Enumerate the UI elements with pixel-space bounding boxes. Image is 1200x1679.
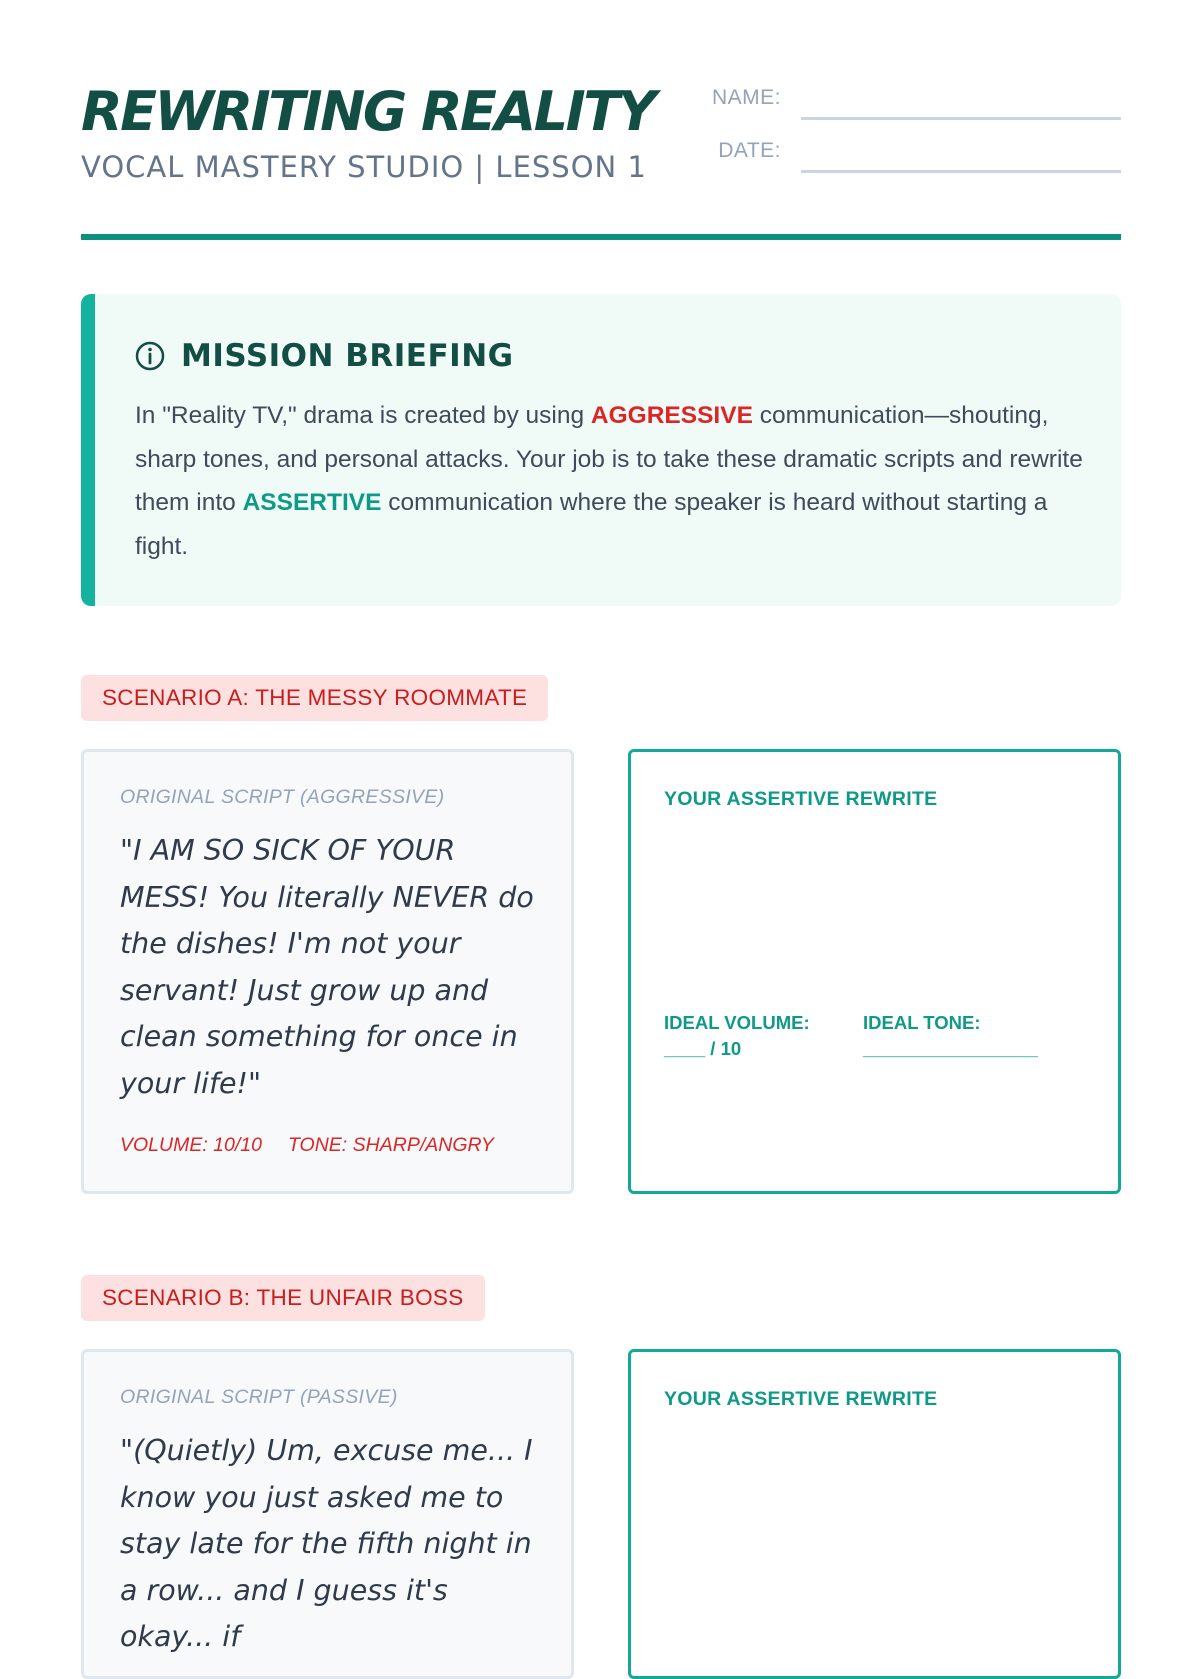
date-field [701, 135, 1121, 175]
worksheet-header [81, 0, 1121, 240]
header-divider [81, 234, 1121, 240]
briefing-text-part: communication where the speaker is heard without starting a fight. [135, 489, 1048, 560]
tone-rating: TONE: SHARP/ANGRY [287, 1134, 494, 1156]
briefing-text [135, 394, 1085, 568]
original-script-quote: "I AM SO SICK OF YOUR MESS! You literally NEVER do the dishes! I'm not your servant! Just grow up and clean something for once in your life!" [120, 834, 534, 1100]
scenario-a-rewrite-card[interactable] [628, 749, 1121, 1194]
date-label: DATE: [718, 139, 781, 162]
briefing-text-part: communication—shouting, sharp tones, and personal attacks. Your job is to take these dramatic scripts and rewrite them into [135, 402, 1083, 516]
name-line[interactable] [801, 117, 1121, 120]
original-script-label: ORIGINAL SCRIPT (PASSIVE) [120, 1386, 398, 1408]
briefing-text-part: In "Reality TV," drama is created by using [135, 402, 591, 429]
original-script-label: ORIGINAL SCRIPT (AGGRESSIVE) [120, 786, 445, 808]
scenario-a-tag: SCENARIO A: THE MESSY ROOMMATE [81, 675, 548, 721]
ideal-volume [664, 1010, 810, 1062]
briefing-title: MISSION BRIEFING [181, 338, 514, 374]
rewrite-label: YOUR ASSERTIVE REWRITE [664, 788, 938, 810]
date-line[interactable] [801, 170, 1121, 173]
name-field [701, 82, 1121, 122]
worksheet-page [81, 0, 1121, 1653]
volume-rating: VOLUME: 10/10 [120, 1134, 262, 1156]
page-subtitle: VOCAL MASTERY STUDIO | LESSON 1 [81, 150, 647, 184]
keyword-aggressive: AGGRESSIVE [590, 402, 753, 429]
page-title: REWRITING REALITY [81, 80, 655, 143]
ideal-tone [863, 1010, 1038, 1062]
ideal-tone-blank[interactable]: _________________ [863, 1038, 1038, 1059]
info-icon [135, 341, 165, 371]
name-label: NAME: [711, 86, 781, 109]
scenario-b-tag: SCENARIO B: THE UNFAIR BOSS [81, 1275, 485, 1321]
ideal-volume-blank[interactable]: ____ / 10 [664, 1038, 742, 1059]
keyword-assertive: ASSERTIVE [242, 489, 382, 516]
scenario-a-original-card [81, 749, 574, 1194]
scenario-b-original-card [81, 1349, 574, 1679]
ideal-tone-label: IDEAL TONE: [863, 1012, 981, 1033]
scenario-b-rewrite-card[interactable] [628, 1349, 1121, 1679]
ideal-volume-label: IDEAL VOLUME: [664, 1012, 810, 1033]
rewrite-label: YOUR ASSERTIVE REWRITE [664, 1388, 938, 1410]
briefing-heading [135, 338, 514, 374]
original-script-meta [120, 1134, 494, 1157]
original-script-quote: "(Quietly) Um, excuse me... I know you just asked me to stay late for the fifth night in a row... and I guess it's okay... if [120, 1434, 533, 1653]
mission-briefing [81, 294, 1121, 606]
